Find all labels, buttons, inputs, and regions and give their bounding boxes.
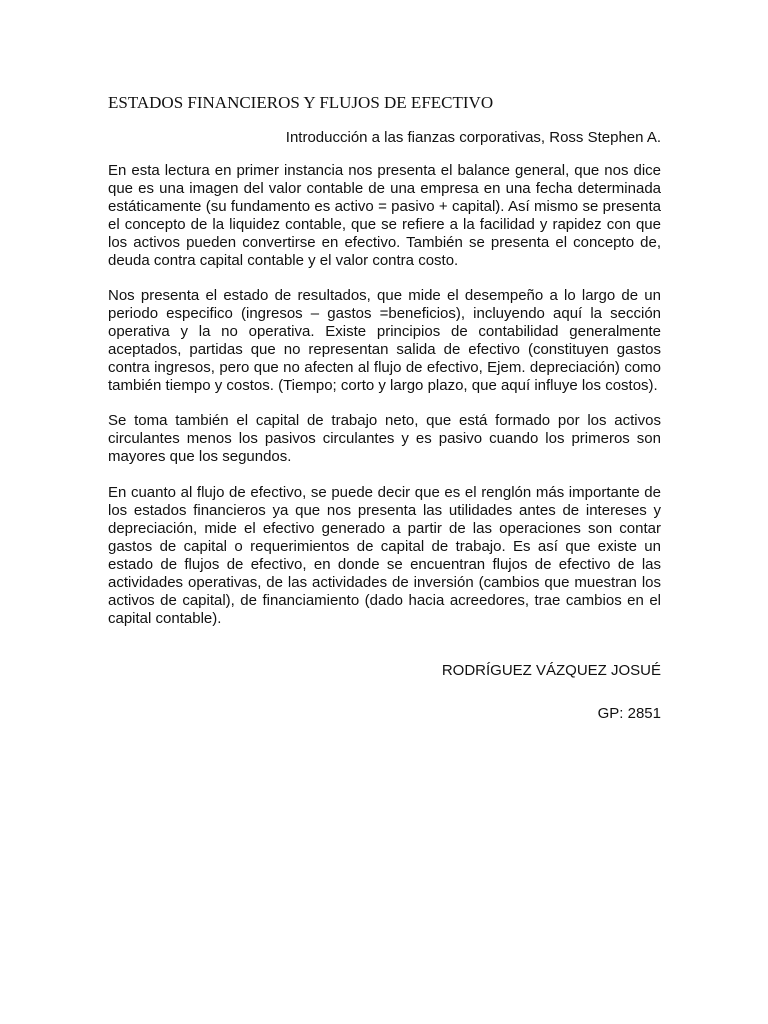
paragraph-flujo-efectivo [108,484,661,628]
paragraph-line: que es una imagen del valor contable de una empresa en una fecha determinada [108,180,661,197]
paragraph-estado-resultados [108,287,661,395]
paragraph-line: aceptados, partidas que no representan salida de efectivo (constituyen gastos [108,341,661,358]
paragraph-line: mayores que los segundos. [108,448,292,465]
group-number: GP: 2851 [597,705,661,722]
document-subtitle: Introducción a las fianzas corporativas, Ross Stephen A. [285,129,661,146]
paragraph-line: gastos de capital o requerimientos de capital de trabajo. Es así que existe un [108,538,661,555]
paragraph-line: Nos presenta el estado de resultados, que mide el desempeño a lo largo de un [108,287,661,304]
paragraph-line: el concepto de la liquidez contable, que se refiere a la facilidad y rapidez con que [108,216,661,233]
paragraph-line: también tiempo y costos. (Tiempo; corto y largo plazo, que aquí influye los costos). [108,377,658,394]
paragraph-line: Se toma también el capital de trabajo neto, que está formado por los activos [108,412,661,429]
paragraph-line: periodo especifico (ingresos – gastos =beneficios), incluyendo aquí la sección [108,305,661,322]
paragraph-line: circulantes menos los pasivos circulantes y es pasivo cuando los primeros son [108,430,661,447]
paragraph-capital-trabajo [108,412,661,466]
paragraph-line: operativa y la no operativa. Existe principios de contabilidad generalmente [108,323,661,340]
paragraph-line: activos de capital), de financiamiento (dado hacia acreedores, trae cambios en el [108,592,661,609]
paragraph-line: deuda contra capital contable y el valor contra costo. [108,252,459,269]
paragraph-line: depreciación, mide el efectivo generado a partir de las operaciones son contar [108,520,661,537]
paragraph-line: actividades operativas, de las actividades de inversión (cambios que muestran los [108,574,661,591]
paragraph-line: estáticamente (su fundamento es activo = pasivo + capital). Así mismo se presenta [108,198,661,215]
paragraph-line: los activos pueden convertirse en efectivo. También se presenta el concepto de, [108,234,661,251]
paragraph-line: los estados financieros ya que nos presenta las utilidades antes de intereses y [108,502,661,519]
paragraph-line: contra ingresos, pero que no afecten al flujo de efectivo, Ejem. depreciación) como [108,359,661,376]
paragraph-line: estado de flujos de efectivo, en donde se encuentran flujos de efectivo de las [108,556,661,573]
paragraph-line: En esta lectura en primer instancia nos presenta el balance general, que nos dice [108,162,661,179]
paragraph-line: capital contable). [108,610,222,627]
paragraph-line: En cuanto al flujo de efectivo, se puede decir que es el renglón más importante de [108,484,661,501]
author-name: RODRÍGUEZ VÁZQUEZ JOSUÉ [441,662,661,679]
document-title: ESTADOS FINANCIEROS Y FLUJOS DE EFECTIVO [108,93,494,112]
paragraph-balance-general [108,162,661,270]
